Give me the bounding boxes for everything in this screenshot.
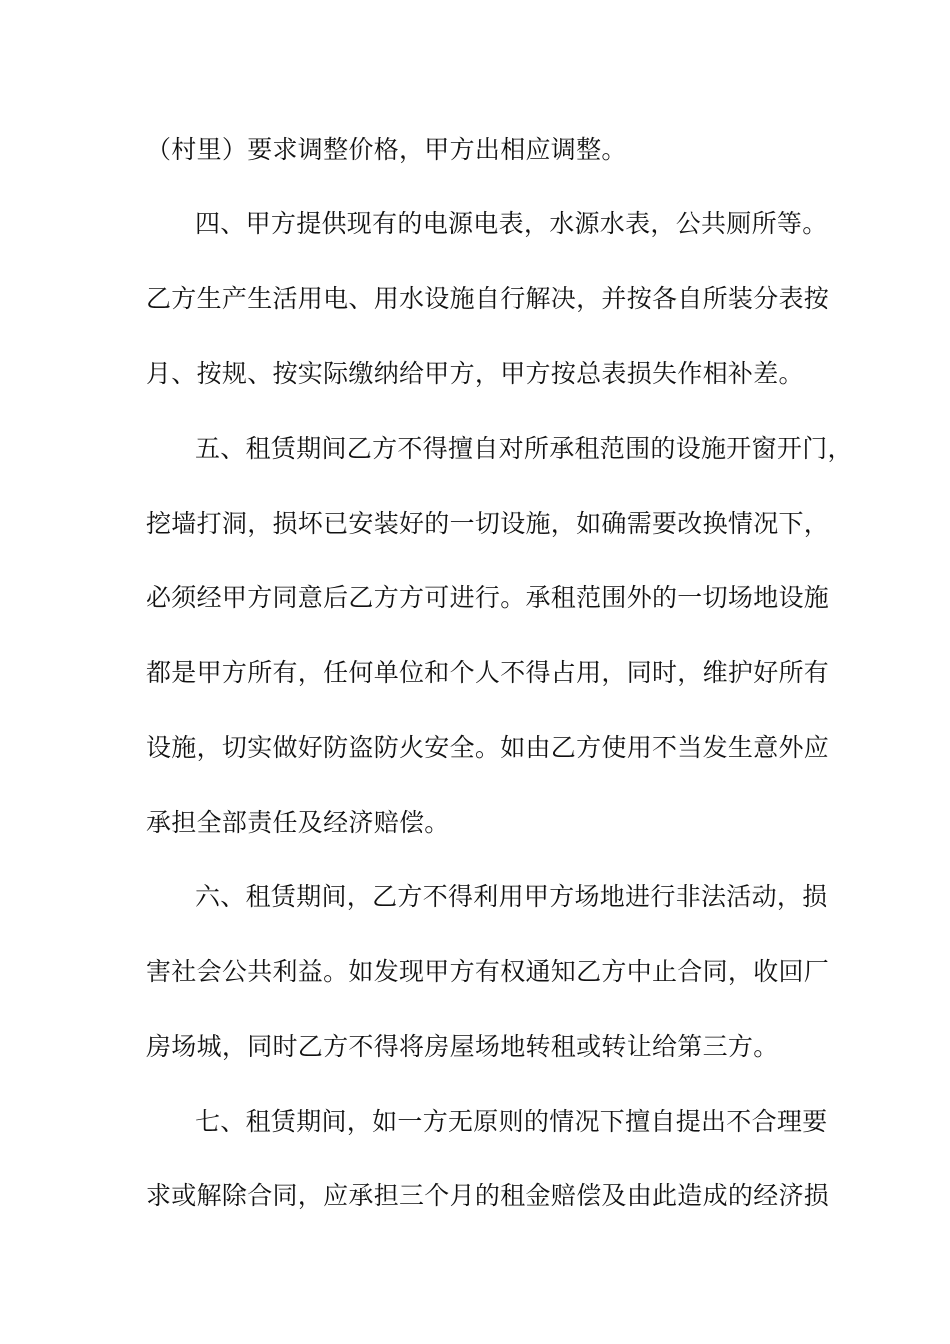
text-line: （村里）要求调整价格，甲方出相应调整。 — [146, 135, 627, 164]
text-line: 害社会公共利益。如发现甲方有权通知乙方中止合同，收回厂 — [146, 957, 830, 986]
text-line: 都是甲方所有，任何单位和个人不得占用，同时，维护好所有 — [146, 658, 830, 687]
paragraph-five-start: 五、租赁期间乙方不得擅自对所承租范围的设施开窗开门， — [195, 434, 853, 463]
paragraph-six-start: 六、租赁期间，乙方不得利用甲方场地进行非法活动，损 — [195, 882, 828, 911]
text-line: 乙方生产生活用电、用水设施自行解决，并按各自所装分表按 — [146, 284, 830, 313]
text-line: 必须经甲方同意后乙方方可进行。承租范围外的一切场地设施 — [146, 583, 830, 612]
text-line: 求或解除合同，应承担三个月的租金赔偿及由此造成的经济损 — [146, 1181, 830, 1210]
text-line: 承担全部责任及经济赔偿。 — [146, 808, 450, 837]
paragraph-four-start: 四、甲方提供现有的电源电表，水源水表，公共厕所等。 — [195, 209, 828, 238]
text-line: 设施，切实做好防盗防火安全。如由乙方使用不当发生意外应 — [146, 733, 830, 762]
text-line: 房场城，同时乙方不得将房屋场地转租或转让给第三方。 — [146, 1032, 779, 1061]
paragraph-seven-start: 七、租赁期间，如一方无原则的情况下擅自提出不合理要 — [195, 1107, 828, 1136]
text-line: 挖墙打洞，损坏已安装好的一切设施，如确需要改换情况下， — [146, 509, 830, 538]
text-line: 月、按规、按实际缴纳给甲方，甲方按总表损失作相补差。 — [146, 359, 804, 388]
